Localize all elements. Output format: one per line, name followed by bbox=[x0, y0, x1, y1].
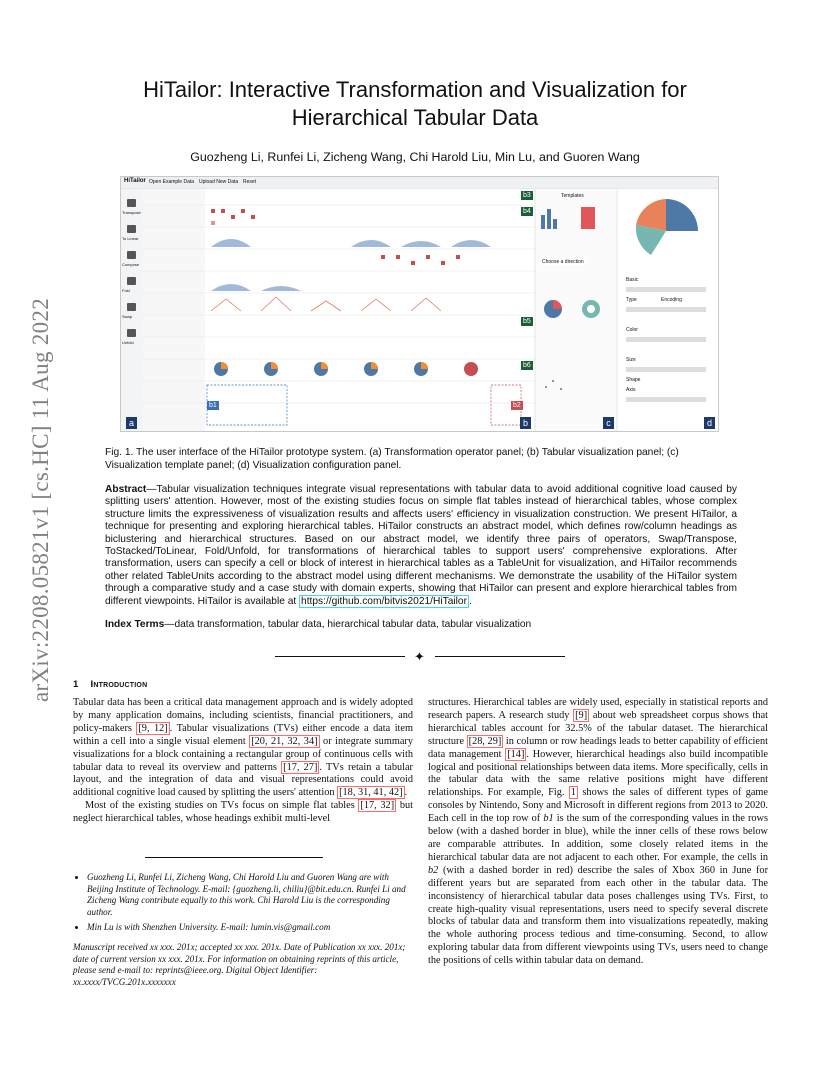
config-shape: Shape bbox=[626, 377, 641, 383]
footnote-rule bbox=[145, 857, 323, 858]
divider-diamond-icon: ✦ bbox=[414, 649, 425, 664]
panel-label-d: d bbox=[704, 417, 715, 429]
panel-label-c: c bbox=[603, 417, 614, 429]
title-line-1: HiTailor: Interactive Transformation and Visualization for bbox=[143, 77, 687, 102]
config-encoding: Encoding bbox=[661, 297, 682, 303]
citation-link[interactable]: [17, 32] bbox=[360, 800, 395, 812]
section-divider bbox=[275, 649, 565, 664]
footnote-affiliation-1: • Guozheng Li, Runfei Li, Zicheng Wang, Chi Harold Liu and Guoren Wang are with Beijing Institute of Technology. E-mail: {guozheng.li, chiliu}@bit.edu.cn. Runfei Li and Zicheng Wang contribute equally to this work. Chi Harold Liu is the corresponding author. bbox=[87, 872, 413, 918]
citation-link[interactable]: [28, 29] bbox=[468, 735, 502, 747]
operator-transpose[interactable]: Transpose bbox=[122, 210, 141, 215]
intro-paragraph-2: Most of the existing studies on TVs focus on simple flat tables [17, 32] but neglect hierarchical tables, whose headings exhibit multi-level bbox=[73, 800, 413, 825]
abstract-label: Abstract bbox=[105, 484, 147, 495]
citation-link[interactable]: [18, 31, 41, 42] bbox=[339, 787, 403, 799]
author-list: Guozheng Li, Runfei Li, Zicheng Wang, Chi Harold Liu, Min Lu, and Guoren Wang bbox=[190, 150, 640, 164]
section-number: 1 bbox=[73, 679, 79, 690]
github-link[interactable]: https://github.com/bitvis2021/HiTailor bbox=[301, 595, 467, 607]
citation-link[interactable]: [9, 12] bbox=[138, 722, 168, 734]
operator-to-linear[interactable]: To Linear bbox=[122, 236, 139, 241]
direction-label: Choose a direction bbox=[542, 259, 584, 265]
toolbar-open-example[interactable]: Open Example Data bbox=[149, 179, 195, 185]
section-heading bbox=[73, 679, 147, 690]
section-title: Introduction bbox=[90, 679, 148, 690]
abstract-text: —Tabular visualization techniques integrate visual representations with tabular data to avoid additional cognitive load caused by splitting users' attention. However, most of the existing studies focus on simple flat tables instead of hierarchical tables, whose complex structure limits the expressiveness of visualization results and affects users' efficiency in visualization construction. We present HiTailor, a technique for presenting and exploring hierarchical tables. HiTailor constructs an abstract model, which defines row/column headings as biclustering and hierarchical structures. Based on our abstract model, we identify three pairs of operators, Swap/Transpose, ToStacked/ToLinear, Fold/Unfold, for transformations of hierarchical tables to support users' comprehensive explorations. After transformation, users can specify a cell or block of interest in hierarchical tables as a TableUnit for visualization, and HiTailor recommends other related TableUnits according to the abstract model using different mechanisms. We demonstrate the usability of the HiTailor system through a comparative study and a case study with domain experts, showing that HiTailor can present and explore hierarchical tables from different viewpoints. HiTailor is available at bbox=[105, 484, 737, 607]
intro-paragraph-1: Tabular data has been a critical data management approach and is widely adopted by many application domains, including scientists, financial practitioners, and policy-makers [9, 12] . Tabular visualizations (TVs) either encode a data item within a cell into a single visual element [20, 21, 32, 34] or integrate summary visualizations for a block containing a rectangular group of continuous cells with tabular data to reveal its overview and patterns [17, 27] . TVs retain a tabular layout, and the integration of data and visual representations could avoid additional cognitive load caused by splitting the users' attention [18, 31, 41, 42] . bbox=[73, 697, 413, 799]
paper-title bbox=[90, 76, 740, 132]
operator-swap[interactable]: Swap bbox=[122, 314, 133, 319]
app-name-label: HiTailor bbox=[124, 178, 146, 184]
citation-link[interactable]: [14] bbox=[507, 748, 525, 760]
footnote-affiliation-2: • Min Lu is with Shenzhen University. E-mail: lumin.vis@gmail.com bbox=[87, 922, 413, 934]
footnotes bbox=[73, 872, 413, 988]
block-label-b4: b4 bbox=[523, 208, 531, 215]
operator-compose[interactable]: Compose bbox=[122, 262, 140, 267]
block-label-b6: b6 bbox=[523, 362, 531, 369]
manuscript-info: Manuscript received xx xxx. 201x; accepted xx xxx. 201x. Date of Publication xx xxx. 201x; date of current version xx xxx. 201x. For information on obtaining reprints of this article, please send e-mail to: reprints@ieee.org. Digital Object Identifier: xx.xxxx/TVCG.201x.xxxxxxx bbox=[73, 941, 406, 987]
config-basic: Basic bbox=[626, 277, 639, 283]
config-axis: Axis bbox=[626, 387, 636, 393]
index-terms-text: —data transformation, tabular data, hierarchical tabular data, tabular visualization bbox=[164, 619, 532, 630]
config-type: Type bbox=[626, 297, 637, 303]
config-color: Color bbox=[626, 327, 638, 333]
title-line-2: Hierarchical Tabular Data bbox=[291, 105, 539, 130]
templates-header: Templates bbox=[561, 193, 584, 199]
operator-fold[interactable]: Fold bbox=[122, 288, 130, 293]
index-terms-label: Index Terms bbox=[105, 619, 165, 630]
left-column bbox=[73, 697, 413, 826]
figure-caption: Fig. 1. The user interface of the HiTailor prototype system. (a) Transformation operator panel; (b) Tabular visualization panel; (c) Visualization template panel; (d) Visualization configuration panel. bbox=[105, 447, 679, 471]
toolbar-reset[interactable]: Reset bbox=[243, 179, 257, 185]
operator-unfold[interactable]: Unfold bbox=[122, 340, 134, 345]
block-label-b1: b1 bbox=[209, 402, 217, 409]
config-size: Size bbox=[626, 357, 636, 363]
block-label-b3: b3 bbox=[523, 192, 531, 199]
abstract: Abstract—Tabular visualization techniques integrate visual representations with tabular data to avoid additional cognitive load caused by splitting users' attention. However, most of the existing studies focus on simple flat tables instead of hierarchical tables, whose complex structure limits the expressiveness of visualization results and affects users' efficiency in visualization construction. We present HiTailor, a technique for presenting and exploring hierarchical tables. HiTailor constructs an abstract model, which defines row/column headings as biclustering and hierarchical structures. Based on our abstract model, we identify three pairs of operators, Swap/Transpose, ToStacked/ToLinear, Fold/Unfold, for transformations of hierarchical tables to support users' comprehensive explorations. After transformation, users can specify a cell or block of interest in hierarchical tables as a TableUnit for visualization, and HiTailor recommends other related TableUnits according to the abstract model using different mechanisms. We demonstrate the usability of the HiTailor system through a comparative study and a case study with domain experts, showing that HiTailor can present and explore hierarchical tables from different viewpoints. HiTailor is available at https://github.com/bitvis2021/HiTailor . bbox=[105, 484, 737, 607]
intro-paragraph-3: structures. Hierarchical tables are widely used, especially in statistical reports and research papers. A research study [9] about web spreadsheet corpus shows that hierarchical tables account for 32.5% of the tabular dataset. The hierarchical structure [28, 29] in column or row headings leads to better capability of efficient data management [14] . However, hierarchical headings also build incompatible logical and positional relationships between data items. More specifically, cells in the tabular data with the same relative positions might have different relationships. For example, Fig. 1 shows the sales of different types of game consoles by Nintendo, Sony and Microsoft in different regions from 2013 to 2020. Each cell in the top row of b1 is the sum of the corresponding values in the rows below (with a dashed border in blue), while the inner cells of these rows below are comparable attributes. In addition, some closely related items in the hierarchical tabular data are not adjacent to each other. For example, the cells in b2 (with a dashed border in red) describe the sales of Xbox 360 in June for different years but are separated from each other in the tabular data. The inconsistency of hierarchical tabular data poses challenges using TVs. First, to create high-quality visual representations, users need to specify several discrete blocks of tabular data and transform them into visualizations repeatedly, making the whole authoring process tedious and time-consuming. Second, to allow exploring tabular data from different viewpoints using TVs, users need to change the positions of cells within tabular data on demand. bbox=[428, 697, 768, 967]
panel-label-b: b bbox=[520, 417, 531, 429]
panel-label-a: a bbox=[126, 417, 137, 429]
citation-link[interactable]: [17, 27] bbox=[283, 761, 318, 773]
index-terms bbox=[105, 619, 737, 630]
block-label-b5: b5 bbox=[523, 318, 531, 325]
citation-link[interactable]: [20, 21, 32, 34] bbox=[251, 735, 318, 747]
block-label-b2: b2 bbox=[513, 402, 521, 409]
toolbar-upload[interactable]: Upload New Data bbox=[199, 179, 239, 185]
right-column bbox=[428, 697, 768, 968]
teaser-figure bbox=[120, 176, 719, 432]
figure-reference-link[interactable]: 1 bbox=[570, 787, 577, 799]
citation-link[interactable]: [9] bbox=[575, 709, 588, 721]
arxiv-identifier: arXiv:2208.05821v1 [cs.HC] 11 Aug 2022 bbox=[28, 297, 53, 703]
